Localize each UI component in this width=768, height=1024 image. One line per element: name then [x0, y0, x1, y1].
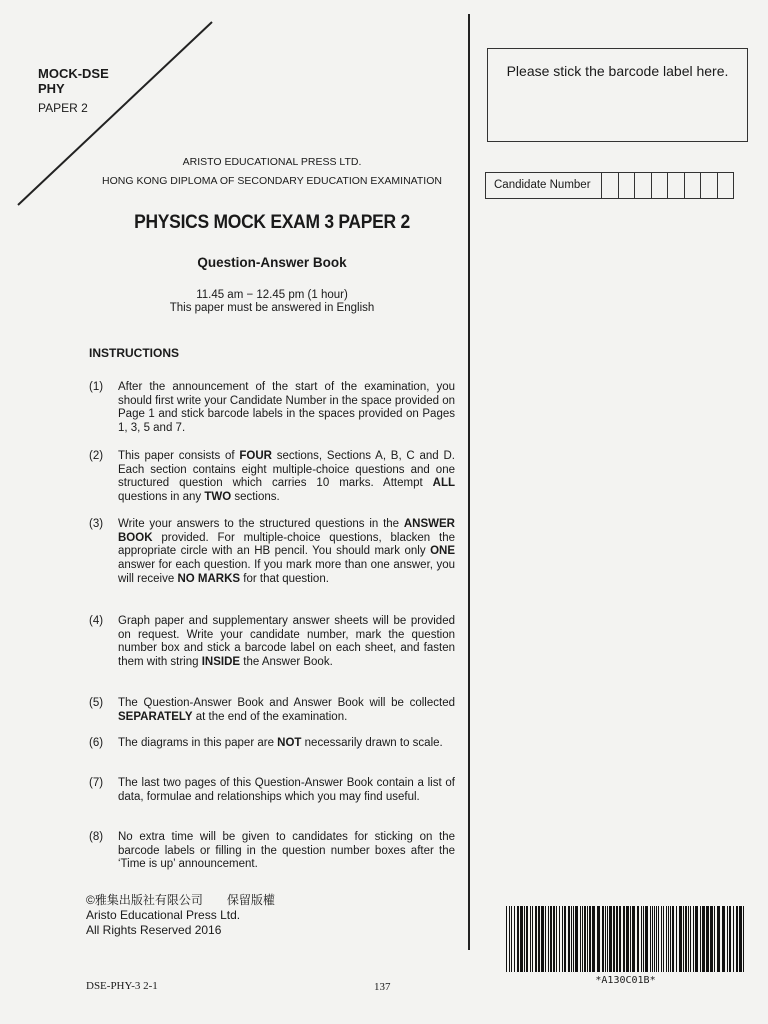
barcode-bar [733, 906, 734, 972]
candidate-digit-cell[interactable] [718, 173, 734, 198]
language-note: This paper must be answered in English [169, 302, 375, 314]
barcode-bar [602, 906, 604, 972]
instruction-number: (8) [89, 831, 104, 843]
barcode-bar [690, 906, 691, 972]
barcode-bar [541, 906, 544, 972]
barcode-bar [679, 906, 682, 972]
instruction-text [118, 737, 455, 751]
instruction-number: (3) [89, 518, 104, 530]
exam-name: HONG KONG DIPLOMA OF SECONDARY EDUCATION EXAMINATION [102, 175, 442, 187]
barcode-bar [743, 906, 744, 972]
instruction-emphasis: SEPARATELY [118, 710, 193, 723]
candidate-number-label: Candidate Number [486, 173, 602, 198]
barcode-bar [643, 906, 644, 972]
barcode-bar [727, 906, 728, 972]
barcode-bar [562, 906, 563, 972]
barcode-number: *A130C01B* [595, 975, 656, 986]
barcode-bar [538, 906, 540, 972]
barcode-bar [584, 906, 586, 972]
barcode-bar [641, 906, 642, 972]
barcode-bar [693, 906, 694, 972]
copyright-company: Aristo Educational Press Ltd. [86, 908, 241, 922]
barcode-bar [661, 906, 662, 972]
candidate-digit-cell[interactable] [602, 173, 619, 198]
barcode-bar [605, 906, 606, 972]
instruction-text-run: Write your answers to the structured questions in the [118, 518, 404, 530]
instruction-number: (7) [89, 777, 104, 789]
barcode-bar [722, 906, 725, 972]
barcode-bar [706, 906, 709, 972]
barcode-bar [548, 906, 549, 972]
paper-number: PAPER 2 [38, 101, 88, 115]
barcode-bar [666, 906, 667, 972]
instruction-text [118, 831, 455, 872]
instruction-text-run: answer for each question. If you mark more than one answer, you will receive [118, 559, 455, 585]
exam-time-info [0, 289, 544, 315]
instruction-text-run: the Answer Book. [240, 656, 333, 669]
barcode-bar [650, 906, 651, 972]
barcode-bar [545, 906, 546, 972]
barcode-bar [520, 906, 523, 972]
candidate-digit-cell[interactable] [701, 173, 718, 198]
instruction-text [118, 777, 455, 804]
instruction-text-run: for that question. [240, 572, 329, 585]
instruction-text-run: The diagrams in this paper are [118, 737, 278, 749]
instruction-emphasis: TWO [204, 491, 232, 504]
publisher-name: ARISTO EDUCATIONAL PRESS LTD. [182, 156, 362, 168]
instruction-text-run: sections. [231, 491, 280, 504]
instruction-number: (1) [89, 381, 104, 393]
barcode-bar [511, 906, 512, 972]
barcode-bar [623, 906, 625, 972]
barcode-bar [685, 906, 687, 972]
barcode-bar [573, 906, 574, 972]
barcode-bar [632, 906, 635, 972]
barcode-bar [526, 906, 528, 972]
subject-code: MOCK-DSE PHY [38, 66, 109, 96]
candidate-digit-cell[interactable] [685, 173, 702, 198]
barcode-bar [695, 906, 698, 972]
barcode-bar [645, 906, 648, 972]
barcode-bar [509, 906, 510, 972]
barcode-bar [564, 906, 566, 972]
instruction-text-run: The last two pages of this Question-Answer Book contain a list of data, formulae and relationships which you may find useful. [118, 777, 455, 803]
instruction-text-run: Graph paper and supplementary answer sheets will be provided on request. Write your candidate number, mark the question number box and stick a barcode label on each sheet, and fasten them with string [118, 615, 455, 669]
barcode-label-text: Please stick the barcode label here. [506, 63, 729, 79]
instruction-number: (6) [89, 737, 104, 749]
barcode-bar [514, 906, 515, 972]
barcode-bar [517, 906, 519, 972]
barcode-bar [592, 906, 595, 972]
instruction-emphasis: NOT [277, 737, 302, 749]
instruction-text-run: provided. For multiple-choice questions, blacken the appropriate circle with an HB pencil. You should mark only [118, 531, 455, 558]
instructions-heading: INSTRUCTIONS [89, 346, 179, 360]
barcode-bar [575, 906, 578, 972]
barcode-bar [524, 906, 525, 972]
barcode-bar [587, 906, 588, 972]
barcode-bar [589, 906, 591, 972]
barcode-bar [656, 906, 657, 972]
instruction-text-run: The Question-Answer Book and Answer Book will be collected [118, 697, 455, 709]
barcode-bar [559, 906, 560, 972]
barcode-bar [663, 906, 664, 972]
barcode-bar [670, 906, 671, 972]
book-subtitle: Question-Answer Book [197, 255, 347, 270]
barcode-bar [654, 906, 655, 972]
barcode-bar [652, 906, 653, 972]
instruction-emphasis: NO MARKS [177, 572, 241, 585]
barcode-bar [668, 906, 669, 972]
barcode-bar [607, 906, 608, 972]
barcode-bar [736, 906, 738, 972]
barcode-bar [739, 906, 742, 972]
copyright-chinese: ©雅集出版社有限公司 保留版權 [86, 893, 275, 907]
candidate-number-box [485, 172, 734, 199]
instruction-number: (4) [89, 615, 104, 627]
instruction-emphasis: INSIDE [201, 656, 241, 669]
barcode-bar [506, 906, 507, 972]
barcode-bar [530, 906, 531, 972]
instruction-text-run: After the announcement of the start of the examination, you should first write your Candidate Number in the space provided on Page 1 and stick barcode labels in the spaces provided on Pages 1, 3, 5 and 7. [118, 381, 455, 435]
instruction-text [118, 518, 455, 587]
barcode-bar [556, 906, 557, 972]
barcode-bar [553, 906, 555, 972]
instruction-text-run: at the end of the examination. [192, 710, 348, 723]
barcode-bar [580, 906, 581, 972]
barcode-bar [658, 906, 659, 972]
barcode-bar [626, 906, 629, 972]
instruction-text [118, 615, 455, 670]
barcode-bar [688, 906, 689, 972]
instruction-emphasis: ANSWER BOOK [118, 518, 455, 544]
barcode-bar [609, 906, 612, 972]
barcode-bar [535, 906, 537, 972]
barcode-image [502, 906, 749, 976]
instruction-text [118, 697, 455, 724]
barcode-bar [702, 906, 705, 972]
barcode-bar [571, 906, 572, 972]
barcode-label-box [487, 48, 748, 142]
copyright-block [86, 893, 275, 938]
page-number: 137 [374, 981, 391, 993]
instruction-text-run: sections, Sections A, B, C and D. Each section contains eight multiple-choice questions and one structured question which carries 10 marks. Attempt [118, 450, 455, 490]
barcode-bar [597, 906, 600, 972]
barcode-bar [683, 906, 684, 972]
barcode-bar [676, 906, 677, 972]
footer-paper-code: DSE-PHY-3 2-1 [86, 980, 158, 992]
barcode-bar [532, 906, 533, 972]
barcode-bar [619, 906, 621, 972]
candidate-digit-cell[interactable] [668, 173, 685, 198]
vertical-divider [468, 14, 470, 950]
barcode-bar [616, 906, 618, 972]
candidate-digit-cell[interactable] [652, 173, 669, 198]
barcode-bar [717, 906, 720, 972]
barcode-bar [637, 906, 639, 972]
instruction-text-run: necessarily drawn to scale. [301, 737, 443, 749]
instruction-text-run: questions in any [118, 491, 205, 504]
barcode-bar [710, 906, 713, 972]
barcode-bar [700, 906, 701, 972]
candidate-digit-cell[interactable] [619, 173, 636, 198]
instruction-text-run: This paper consists of [118, 450, 240, 462]
instruction-text-run: No extra time will be given to candidates for sticking on the barcode labels or filling in the question number boxes after the ‘Time is up’ announcement. [118, 831, 455, 871]
barcode-bar [672, 906, 674, 972]
barcode-bar [568, 906, 570, 972]
barcode-bar [582, 906, 583, 972]
barcode-bar [729, 906, 731, 972]
barcode-bar [714, 906, 715, 972]
instruction-text [118, 381, 455, 436]
instruction-emphasis: ONE [430, 545, 455, 558]
candidate-digit-cell[interactable] [635, 173, 652, 198]
instruction-text [118, 450, 455, 505]
barcode-bar [550, 906, 552, 972]
copyright-rights: All Rights Reserved 2016 [86, 923, 222, 937]
instruction-emphasis: ALL [432, 477, 455, 490]
barcode-bar [630, 906, 631, 972]
exam-title: PHYSICS MOCK EXAM 3 PAPER 2 [134, 212, 410, 233]
exam-time: 11.45 am − 12.45 pm (1 hour) [196, 289, 348, 301]
instruction-emphasis: FOUR [239, 450, 272, 462]
barcode-bar [613, 906, 615, 972]
instruction-number: (2) [89, 450, 104, 462]
instruction-number: (5) [89, 697, 104, 709]
